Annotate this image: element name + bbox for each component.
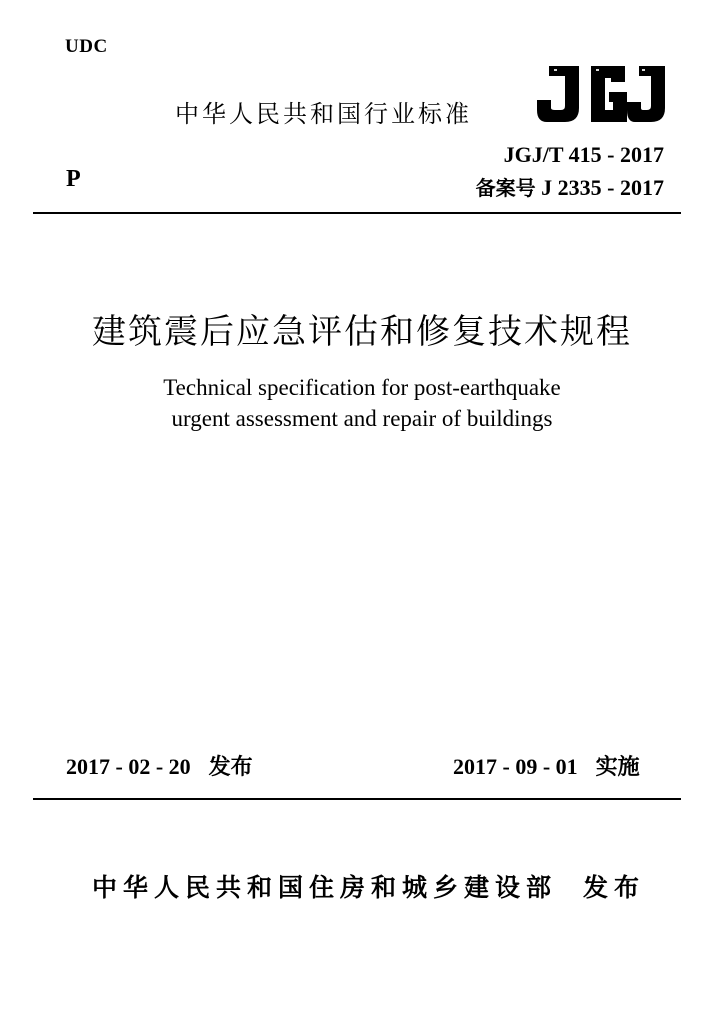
- issue-date-line: [66, 750, 253, 781]
- title-english-line2: urgent assessment and repair of buildings: [171, 406, 553, 431]
- issue-label: 发布: [208, 755, 253, 780]
- standard-type-heading: 中华人民共和国行业标准: [175, 100, 472, 128]
- udc-label: UDC: [65, 36, 108, 57]
- implement-date: 2017 - 09 - 01: [453, 754, 578, 779]
- implement-date-line: [453, 750, 640, 781]
- record-label: 备案号: [475, 176, 536, 200]
- record-number-line: [476, 172, 664, 201]
- bottom-divider: [33, 798, 681, 800]
- title-english-line1: Technical specification for post-earthquake: [163, 375, 561, 400]
- classification-code: P: [66, 166, 81, 192]
- record-number: J 2335 - 2017: [541, 175, 664, 200]
- issue-date: 2017 - 02 - 20: [66, 754, 191, 779]
- standard-number: JGJ/T 415 - 2017: [503, 142, 664, 167]
- implement-label: 实施: [595, 755, 640, 780]
- publisher-name: 中华人民共和国住房和城乡建设部: [92, 873, 558, 902]
- top-divider: [33, 212, 681, 214]
- publish-label: 发布: [583, 873, 646, 902]
- jgj-logo: [535, 60, 667, 126]
- title-chinese: 建筑震后应急评估和修复技术规程: [92, 312, 632, 352]
